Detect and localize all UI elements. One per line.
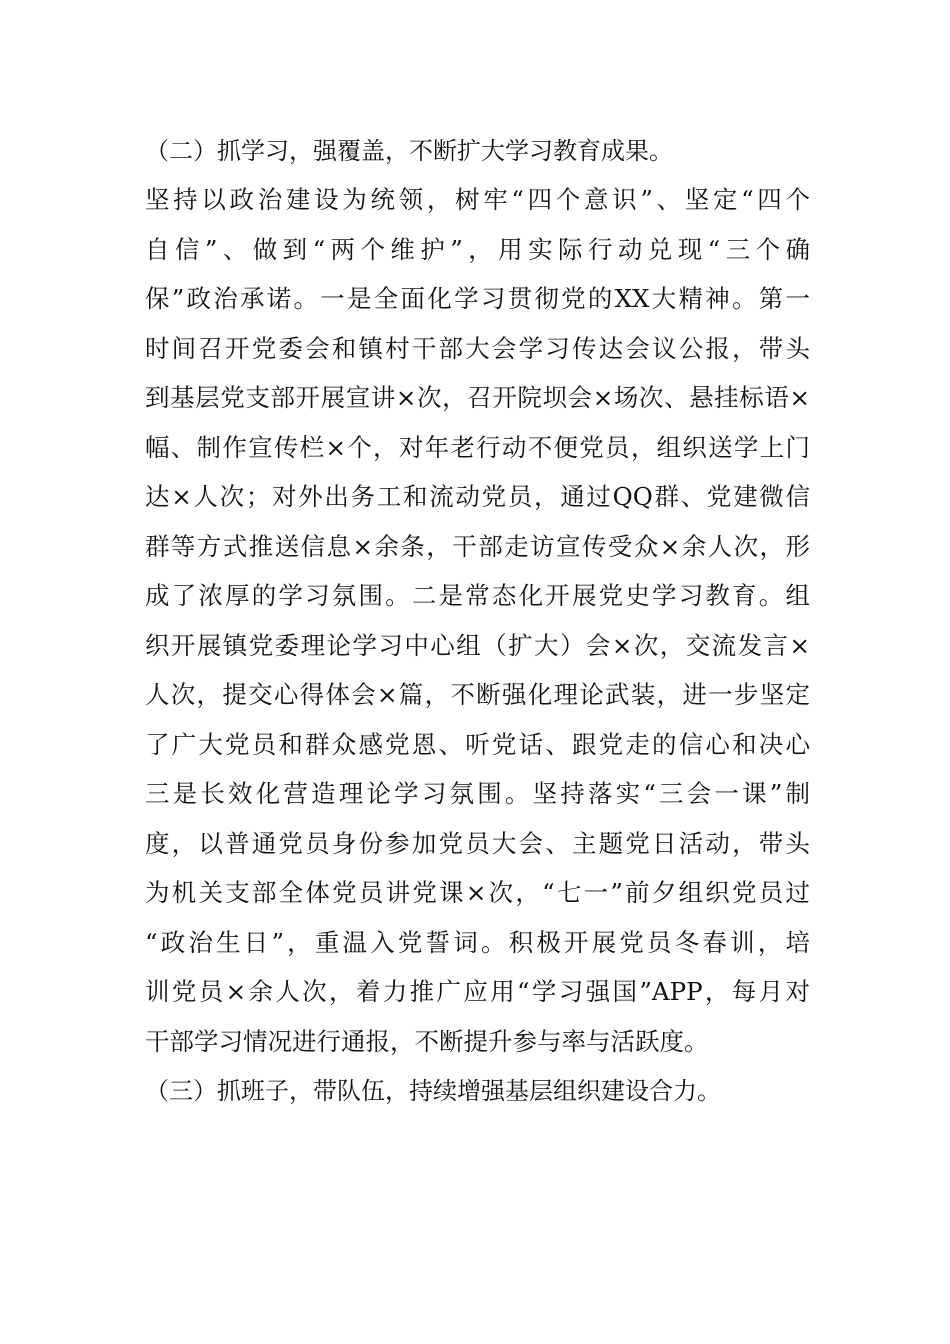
- section-heading-2: （二）抓学习，强覆盖，不断扩大学习教育成果。: [145, 137, 673, 165]
- paragraph-line: 为机关支部全体党员讲党课×次，“七一”前夕组织党员过: [145, 878, 810, 907]
- paragraph-line: 自信”、做到“两个维护”，用实际行动兑现“三个确: [145, 235, 810, 264]
- paragraph-line: 度，以普通党员身份参加党员大会、主题党日活动，带头: [145, 829, 810, 858]
- paragraph-line: 三是长效化营造理论学习氛围。坚持落实“三会一课”制: [145, 779, 810, 808]
- paragraph-line: 达×人次；对外出务工和流动党员，通过QQ群、党建微信: [145, 482, 810, 511]
- paragraph-line: 人次，提交心得体会×篇，不断强化理论武装，进一步坚定: [145, 680, 810, 709]
- paragraph-line: “政治生日”，重温入党誓词。积极开展党员冬春训，培: [145, 928, 810, 957]
- paragraph-line: 织开展镇党委理论学习中心组（扩大）会×次，交流发言×: [145, 631, 810, 660]
- paragraph-line: 坚持以政治建设为统领，树牢“四个意识”、坚定“四个: [145, 185, 810, 214]
- paragraph-line: 保”政治承诺。一是全面化学习贯彻党的XX大精神。第一: [145, 284, 810, 313]
- paragraph-line: 了广大党员和群众感党恩、听党话、跟党走的信心和决心: [145, 730, 810, 759]
- paragraph-line: 时间召开党委会和镇村干部大会学习传达会议公报，带头: [145, 334, 810, 363]
- paragraph-line: 训党员×余人次，着力推广应用“学习强国”APP，每月对: [145, 977, 810, 1006]
- paragraph-line: 成了浓厚的学习氛围。二是常态化开展党史学习教育。组: [145, 581, 810, 610]
- section-heading-3: （三）抓班子，带队伍，持续增强基层组织建设合力。: [145, 1077, 721, 1105]
- paragraph-line: 干部学习情况进行通报，不断提升参与率与活跃度。: [145, 1027, 709, 1056]
- paragraph-line: 到基层党支部开展宣讲×次，召开院坝会×场次、悬挂标语×: [145, 383, 810, 412]
- paragraph-line: 群等方式推送信息×余条，干部走访宣传受众×余人次，形: [145, 532, 810, 561]
- paragraph-line: 幅、制作宣传栏×个，对年老行动不便党员，组织送学上门: [145, 433, 810, 462]
